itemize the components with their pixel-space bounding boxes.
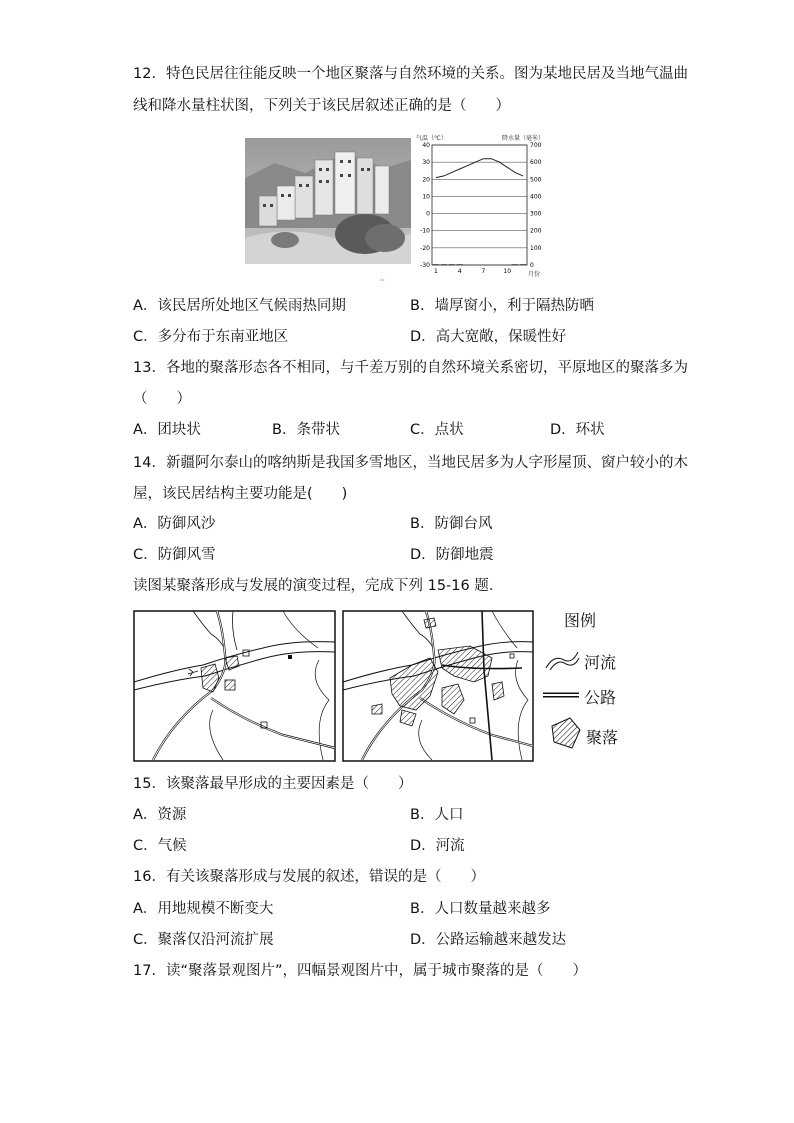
q14-option-d: D．防御地震 — [410, 547, 494, 563]
chart-precip-bar — [441, 264, 447, 265]
legend-settlement-label: 聚落 — [586, 728, 619, 747]
q12-option-c: C．多分布于东南亚地区 — [133, 329, 289, 345]
q16-option-a: A．用地规模不断变大 — [133, 901, 274, 917]
q12-option-d: D．高大宽敞，保暖性好 — [410, 329, 567, 345]
q14-stem-line1: 14．新疆阿尔泰山的喀纳斯是我国多雪地区，当地民居多为人字形屋顶、窗户较小的木 — [133, 455, 688, 471]
q17-stem: 17．读“聚落景观图片”，四幅景观图片中，属于城市聚落的是（ ） — [133, 963, 587, 979]
q16-option-b: B．人口数量越来越多 — [410, 901, 551, 917]
q13-stem-line1: 13．各地的聚落形态各不相同，与千差万别的自然环境关系密切，平原地区的聚落多为 — [133, 360, 688, 376]
chart-precip-bar — [449, 264, 455, 265]
chart-precip-bar — [457, 264, 463, 265]
chart-x-tick-label: 1 — [434, 268, 438, 275]
chart-left-tick-label: 20 — [422, 176, 430, 184]
q14-option-a: A．防御风沙 — [133, 516, 216, 532]
q12-stem-line2: 线和降水量柱状图，下列关于该民居叙述正确的是（ ） — [133, 98, 510, 114]
settlement-map-later — [342, 610, 534, 762]
settlement-map-early — [133, 610, 336, 762]
q15-option-a: A．资源 — [133, 807, 187, 823]
q14-option-c: C．防御风雪 — [133, 547, 216, 563]
legend-river-label: 河流 — [584, 653, 617, 672]
q13-option-d: D．环状 — [550, 422, 605, 438]
chart-right-tick-label: 200 — [530, 227, 542, 235]
q12-option-a: A．该民居所处地区气候雨热同期 — [133, 298, 346, 314]
chart-x-tick-label: 10 — [503, 268, 512, 275]
chart-right-tick-label: 0 — [530, 262, 534, 269]
chart-right-tick-label: 600 — [530, 159, 542, 167]
chart-left-tick-label: 10 — [422, 193, 430, 201]
dwelling-photo — [245, 138, 411, 264]
q15-option-b: B．人口 — [410, 807, 464, 823]
chart-left-tick-label: 40 — [422, 142, 430, 149]
chart-precip-bar — [520, 264, 526, 265]
q13-stem-line2: （ ） — [133, 391, 191, 407]
legend-road-label: 公路 — [584, 688, 617, 707]
legend-title: 图例 — [564, 611, 597, 630]
chart-left-title: 气温（℃） — [416, 135, 447, 142]
chart-x-tick-label: 7 — [481, 268, 486, 275]
q12-option-b: B．墙厚窗小，利于隔热防晒 — [410, 298, 594, 314]
chart-right-title: 降水量（毫米） — [502, 135, 545, 142]
chart-plot-frame — [432, 145, 527, 265]
chart-precip-bar — [512, 264, 518, 265]
chart-right-tick-label: 500 — [530, 176, 542, 184]
legend-settlement-symbol — [548, 716, 582, 750]
chart-precip-bar — [464, 264, 470, 265]
legend-road-symbol — [542, 690, 580, 700]
chart-left-tick-label: -20 — [420, 244, 430, 252]
chart-right-tick-label: 700 — [530, 142, 542, 149]
chart-right-ticks — [530, 142, 542, 269]
chart-left-tick-label: 30 — [422, 159, 430, 167]
q16-option-c: C．聚落仅沿河流扩展 — [133, 932, 274, 948]
q16-stem: 16．有关该聚落形成与发展的叙述，错误的是（ ） — [133, 869, 485, 885]
q12-stem-line1: 12．特色民居往往能反映一个地区聚落与自然环境的关系。图为某地民居及当地气温曲 — [133, 66, 688, 82]
chart-precip-bar — [504, 264, 510, 265]
chart-month-label: 月份 — [528, 271, 541, 278]
chart-left-tick-label: -10 — [420, 227, 430, 235]
q15-option-c: C．气候 — [133, 838, 187, 854]
chart-left-tick-label: -30 — [420, 262, 430, 269]
tiny-mark: ·· — [380, 276, 386, 285]
q13-option-b: B．条带状 — [272, 422, 340, 438]
q15-stem: 15．该聚落最早形成的主要因素是（ ） — [133, 776, 413, 792]
q13-option-c: C．点状 — [410, 422, 464, 438]
chart-left-ticks — [420, 142, 430, 269]
chart-right-tick-label: 300 — [530, 210, 542, 218]
chart-x-tick-label: 4 — [457, 268, 462, 275]
q13-option-a: A．团块状 — [133, 422, 201, 438]
climate-chart — [414, 132, 550, 278]
q16-option-d: D．公路运输越来越发达 — [410, 932, 567, 948]
chart-gridlines — [432, 145, 527, 265]
chart-right-tick-label: 100 — [530, 244, 542, 252]
group-intro: 读图某聚落形成与发展的演变过程，完成下列 15-16 题． — [133, 578, 504, 594]
chart-temperature-line — [436, 159, 523, 178]
q15-option-d: D．河流 — [410, 838, 465, 854]
q14-option-b: B．防御台风 — [410, 516, 493, 532]
chart-x-ticks — [434, 268, 511, 275]
chart-left-tick-label: 0 — [426, 210, 430, 218]
chart-precip-bar — [433, 264, 439, 265]
chart-right-tick-label: 400 — [530, 193, 542, 201]
q14-stem-line2: 屋，该民居结构主要功能是( ) — [133, 486, 348, 502]
legend-river-symbol — [544, 648, 580, 672]
